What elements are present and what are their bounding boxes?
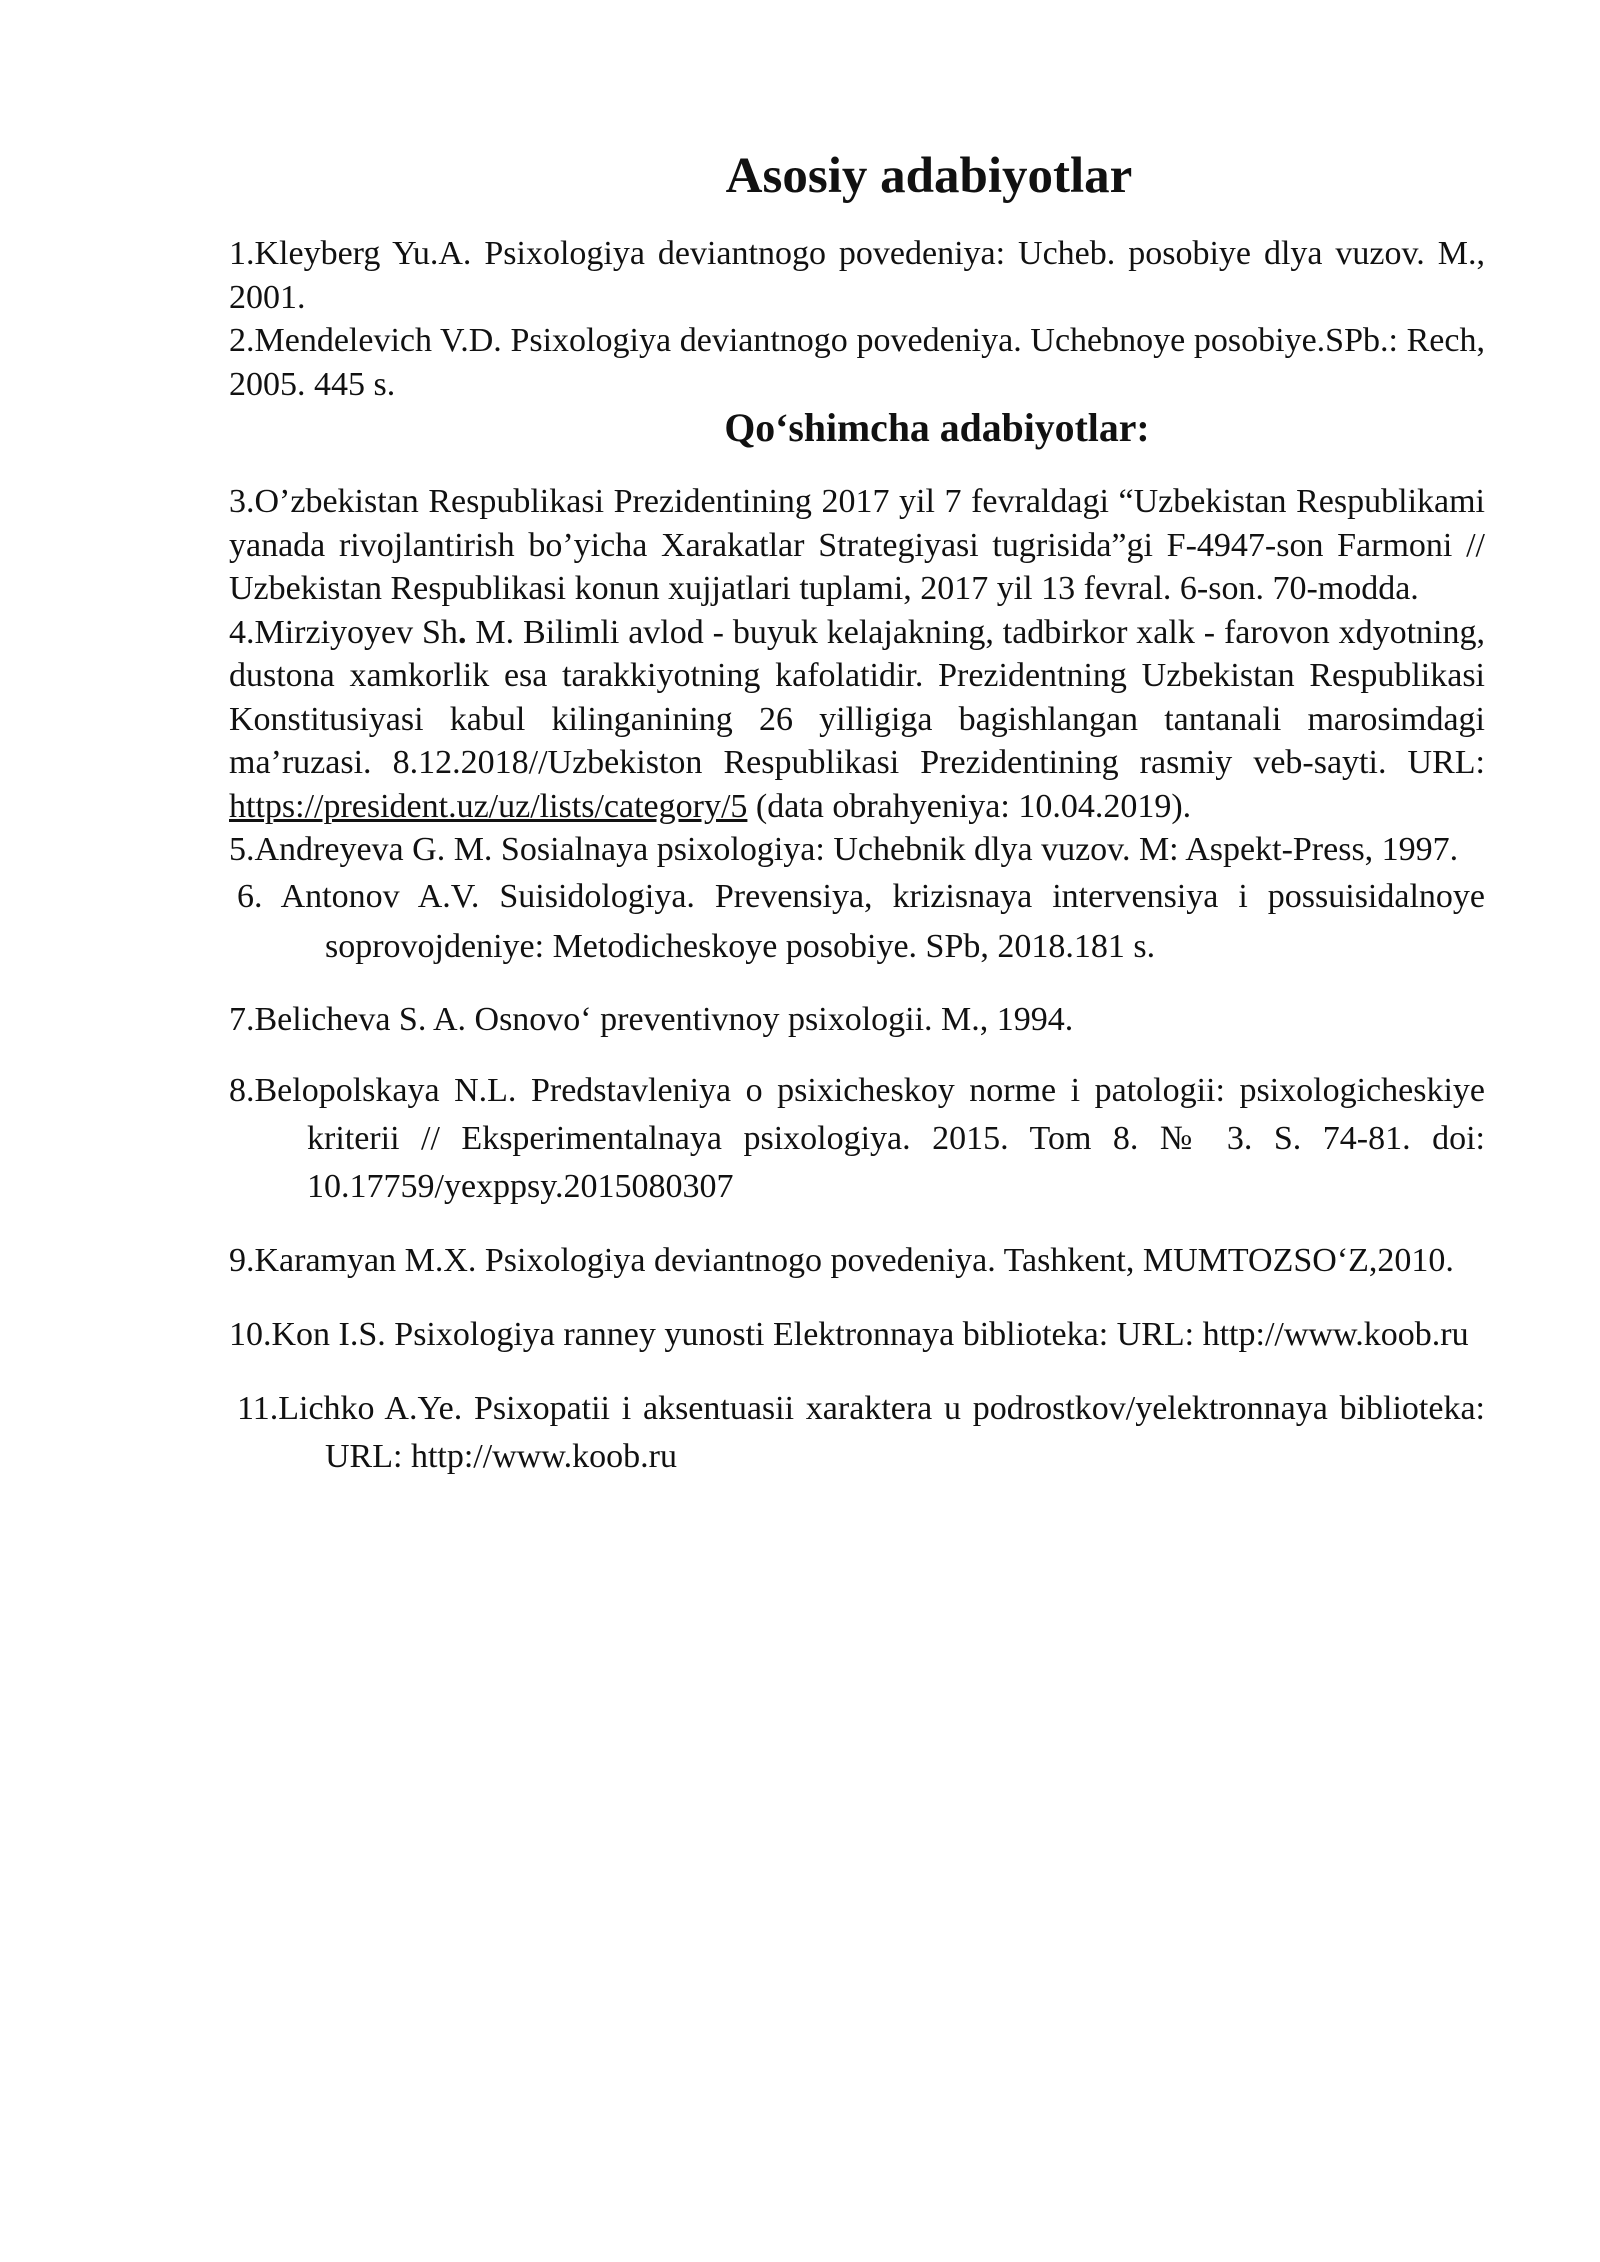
reference-10: 10.Kon I.S. Psixologiya ranney yunosti Elektronnaya biblioteka: URL: http://www.koob.ru bbox=[229, 1316, 1469, 1353]
reference-5: 5.Andreyeva G. M. Sosialnaya psixologiya: Uchebnik dlya vuzov. M: Aspekt-Press, 1997. bbox=[229, 831, 1459, 868]
president-website-link[interactable]: https://president.uz/uz/lists/category/5 bbox=[229, 787, 748, 825]
reference-4-author: 4.Mirziyoyev Sh bbox=[229, 613, 458, 651]
reference-4-text: M. Bilimli avlod - buyuk kelajakning, tadbirkor xalk - farovon xdyotning, dustona xamkorlik esa tarakkiyotning kafolatidir. Prezidentning Uzbekistan Respublikasi Konstitusiyasi kabul kilinganining 26 yilligiga bagishlangan tantanali marosimdagi ma’ruzasi. 8.12.2018//Uzbekiston Respublikasi Prezidentining rasmiy veb-sayti. URL: bbox=[229, 613, 1485, 781]
references-list bbox=[229, 232, 1485, 1481]
reference-4-access-date: (data obrahyeniya: 10.04.2019). bbox=[747, 787, 1192, 825]
reference-11: 11.Lichko A.Ye. Psixopatii i aksentuasii xaraktera u podrostkov/yelektronnaya biblioteka: URL: http://www.koob.ru bbox=[237, 1390, 1485, 1475]
reference-6: 6. Antonov A.V. Suisidologiya. Prevensiya, krizisnaya intervensiya i possuisidalnoye soprovojdeniye: Metodicheskoye posobiye. SPb, 2018.181 s. bbox=[237, 877, 1485, 965]
reference-4-bold-dot: . bbox=[457, 613, 467, 651]
reference-4 bbox=[229, 611, 1485, 829]
reference-1: 1.Kleyberg Yu.A. Psixologiya deviantnogo povedeniya: Ucheb. posobiye dlya vuzov. M., 2001. bbox=[229, 235, 1485, 316]
main-references-heading: Asosiy adabiyotlar bbox=[725, 148, 1133, 204]
reference-2: 2.Mendelevich V.D. Psixologiya deviantnogo povedeniya. Uchebnoye posobiye.SPb.: Rech, 2005. 445 s. bbox=[229, 322, 1485, 403]
reference-7: 7.Belicheva S. A. Osnovo‘ preventivnoy psixologii. M., 1994. bbox=[229, 1000, 1074, 1038]
reference-9: 9.Karamyan M.X. Psixologiya deviantnogo povedeniya. Tashkent, MUMTOZSO‘Z,2010. bbox=[229, 1242, 1454, 1279]
reference-8: 8.Belopolskaya N.L. Predstavleniya o psixicheskoy norme i patologii: psixologicheskiye kriterii // Eksperimentalnaya psixologiya. 2015. Tom 8. № 3. S. 74-81. doi: 10.17759/yexppsy.2015080307 bbox=[229, 1072, 1485, 1205]
reference-3: 3.O’zbekistan Respublikasi Prezidentining 2017 yil 7 fevraldagi “Uzbekistan Respublikami yanada rivojlantirish bo’yicha Xarakatlar Strategiyasi tugrisida”gi F-4947-son Farmoni // Uzbekistan Respublikasi konun xujjatlari tuplami, 2017 yil 13 fevral. 6-son. 70-modda. bbox=[229, 483, 1485, 607]
additional-references-heading: Qo‘shimcha adabiyotlar: bbox=[724, 406, 1150, 450]
